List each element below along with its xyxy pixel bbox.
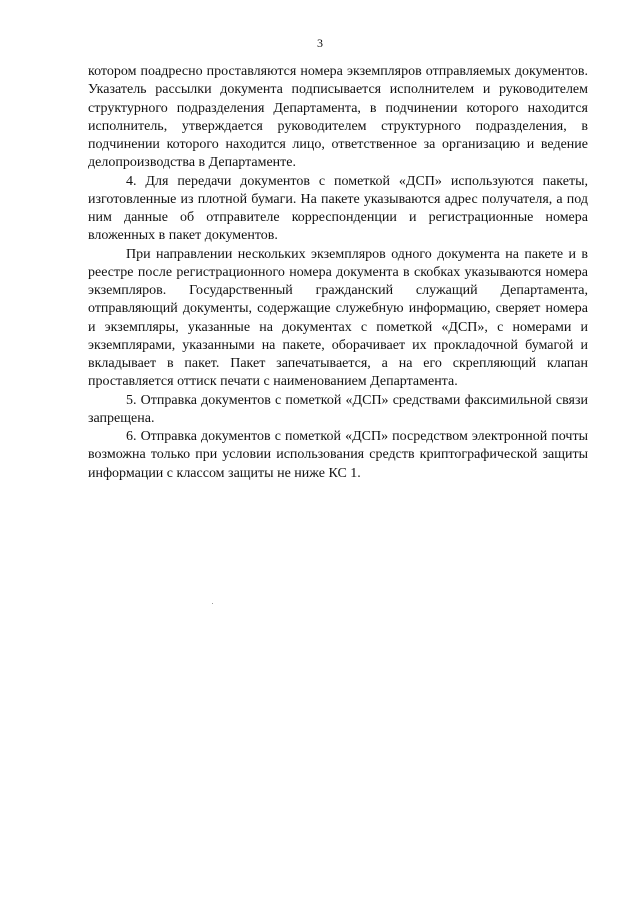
paragraph-multiple-copies: При направлении нескольких экземпляров одного документа на пакете и в реестре после регистрационного номера документа в скобках указываются номера экземпляров. Государственный гражданский служащий Департамента, отправляющий документы, содержащие служебную информацию, сверяет номера и экземпляры, указанные на документах с пометкой «ДСП», с номерами и экземплярами, указанными на пакете, оборачивает их прокладочной бумагой и вкладывает в пакет. Пакет запечатывается, а на его скрепляющий клапан проставляется оттиск печати с наименованием Департамента. — [88, 246, 588, 390]
page-number: 3 — [317, 36, 323, 50]
document-body — [88, 63, 588, 483]
paragraph-item-4: 4. Для передачи документов с пометкой «ДСП» используются пакеты, изготовленные из плотной бумаги. На пакете указываются адрес получателя, а под ним данные об отправителе корреспонденции и регистрационные номера вложенных в пакет документов. — [88, 173, 588, 244]
scan-speck — [212, 603, 213, 604]
paragraph-item-5: 5. Отправка документов с пометкой «ДСП» средствами факсимильной связи запрещена. — [88, 392, 588, 426]
paragraph-item-6: 6. Отправка документов с пометкой «ДСП» посредством электронной почты возможна только при условии использования средств криптографической защиты информации с классом защиты не ниже КС 1. — [88, 429, 588, 481]
paragraph-continuation: котором поадресно проставляются номера экземпляров отправляемых документов. Указатель рассылки документа подписывается исполнителем и руководителем структурного подразделения Департамента, в подчинении которого находится исполнитель, утверждается руководителем структурного подразделения, в подчинении которого находится лицо, ответственное за организацию и ведение делопроизводства в Департаменте. — [88, 64, 588, 171]
